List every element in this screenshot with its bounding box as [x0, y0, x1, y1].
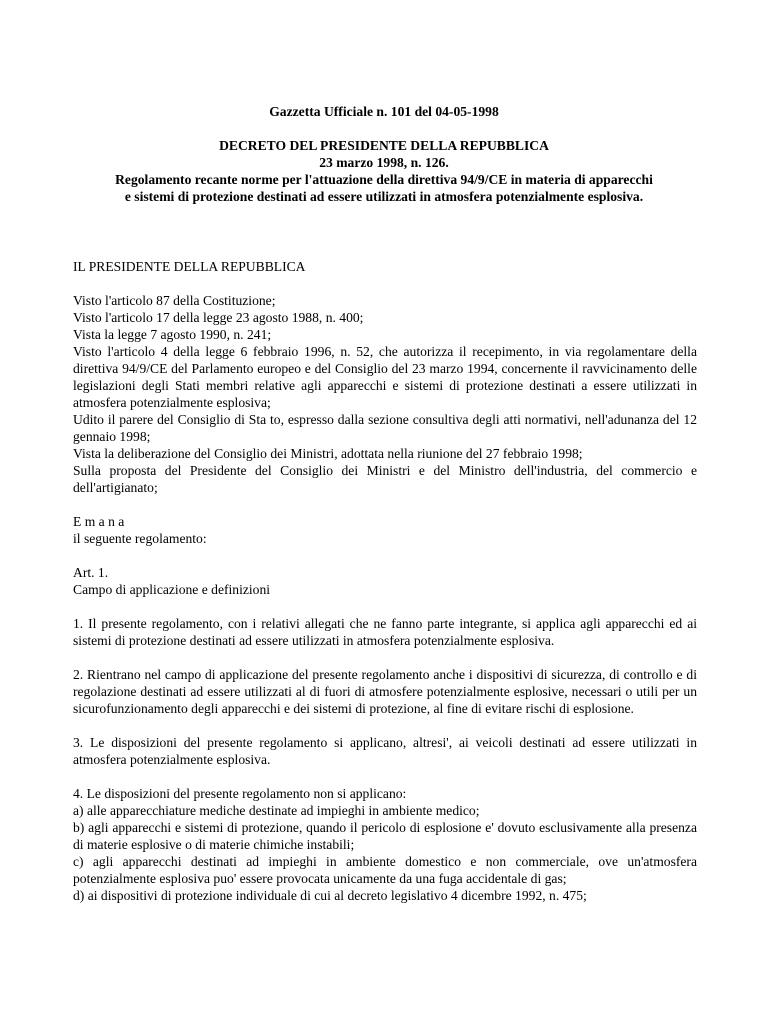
- preamble-deliberazione: Vista la deliberazione del Consiglio dei Ministri, adottata nella riunione del 27 febbraio 1998;: [73, 446, 583, 461]
- preamble-visto-2: Visto l'articolo 17 della legge 23 agosto 1988, n. 400;: [73, 310, 364, 325]
- seguente-regolamento-line: il seguente regolamento:: [73, 531, 207, 546]
- decree-subject-line-1: Regolamento recante norme per l'attuazione della direttiva 94/9/CE in materia di apparecchi: [115, 172, 653, 187]
- emana-line: E m a n a: [73, 514, 125, 529]
- preamble-proposta: Sulla proposta del Presidente del Consiglio dei Ministri e del Ministro dell'industria, del commercio e dell'artigianato;: [73, 463, 697, 495]
- article-paragraph-4-b: b) agli apparecchi e sistemi di protezione, quando il pericolo di esplosione e' dovuto esclusivamente alla presenza di materie esplosive o di materie chimiche instabili;: [73, 820, 697, 852]
- article-paragraph-3: 3. Le disposizioni del presente regolamento si applicano, altresi', ai veicoli destinati ad essere utilizzati in atmosfera potenzialmente esplosiva.: [73, 735, 697, 767]
- article-paragraph-1: 1. Il presente regolamento, con i relativi allegati che ne fanno parte integrante, si applica agli apparecchi ed ai sistemi di protezione destinati ad essere utilizzati in atmosfera potenzialmente esplosiva.: [73, 616, 697, 648]
- decree-title: DECRETO DEL PRESIDENTE DELLA REPUBBLICA: [219, 138, 549, 153]
- preamble-visto-1: Visto l'articolo 87 della Costituzione;: [73, 293, 276, 308]
- preamble-udito: Udito il parere del Consiglio di Sta to, espresso dalla sezione consultiva degli atti normativi, nell'adunanza del 12 gennaio 1998;: [73, 412, 697, 444]
- president-heading: IL PRESIDENTE DELLA REPUBBLICA: [73, 259, 306, 274]
- document-body: [73, 258, 697, 904]
- article-title: Campo di applicazione e definizioni: [73, 582, 271, 597]
- gazzetta-reference: Gazzetta Ufficiale n. 101 del 04-05-1998: [269, 104, 499, 119]
- article-number: Art. 1.: [73, 565, 109, 580]
- decree-subject-line-2: e sistemi di protezione destinati ad essere utilizzati in atmosfera potenzialmente esplosiva.: [124, 189, 644, 204]
- article-paragraph-4-c: c) agli apparecchi destinati ad impieghi in ambiente domestico e non commerciale, ove un'atmosfera potenzialmente esplosiva puo' essere provocata unicamente da una fuga accidentale di gas;: [73, 854, 697, 886]
- article-paragraph-4-d: d) ai dispositivi di protezione individuale di cui al decreto legislativo 4 dicembre 1992, n. 475;: [73, 888, 587, 903]
- article-paragraph-4-a: a) alle apparecchiature mediche destinate ad impieghi in ambiente medico;: [73, 803, 480, 818]
- document-header: [60, 103, 708, 205]
- preamble-visto-4: Visto l'articolo 4 della legge 6 febbraio 1996, n. 52, che autorizza il recepimento, in via regolamentare della direttiva 94/9/CE del Parlamento europeo e del Consiglio del 23 marzo 1994, concernente il ravvicinamento delle legislazioni degli Stati membri relative agli apparecchi e sistemi di protezione destinati a essere utilizzati in atmosfera potenzialmente esplosiva;: [73, 344, 697, 410]
- decree-date: 23 marzo 1998, n. 126.: [319, 155, 449, 170]
- article-paragraph-2: 2. Rientrano nel campo di applicazione del presente regolamento anche i dispositivi di sicurezza, di controllo e di regolazione destinati ad essere utilizzati al di fuori di atmosfere potenzialmente esplosive, necessari o utili per un sicurofunzionamento degli apparecchi e dei sistemi di protezione, al fine di evitare rischi di esplosione.: [73, 667, 697, 716]
- article-paragraph-4-intro: 4. Le disposizioni del presente regolamento non si applicano:: [73, 786, 407, 801]
- preamble-visto-3: Vista la legge 7 agosto 1990, n. 241;: [73, 327, 272, 342]
